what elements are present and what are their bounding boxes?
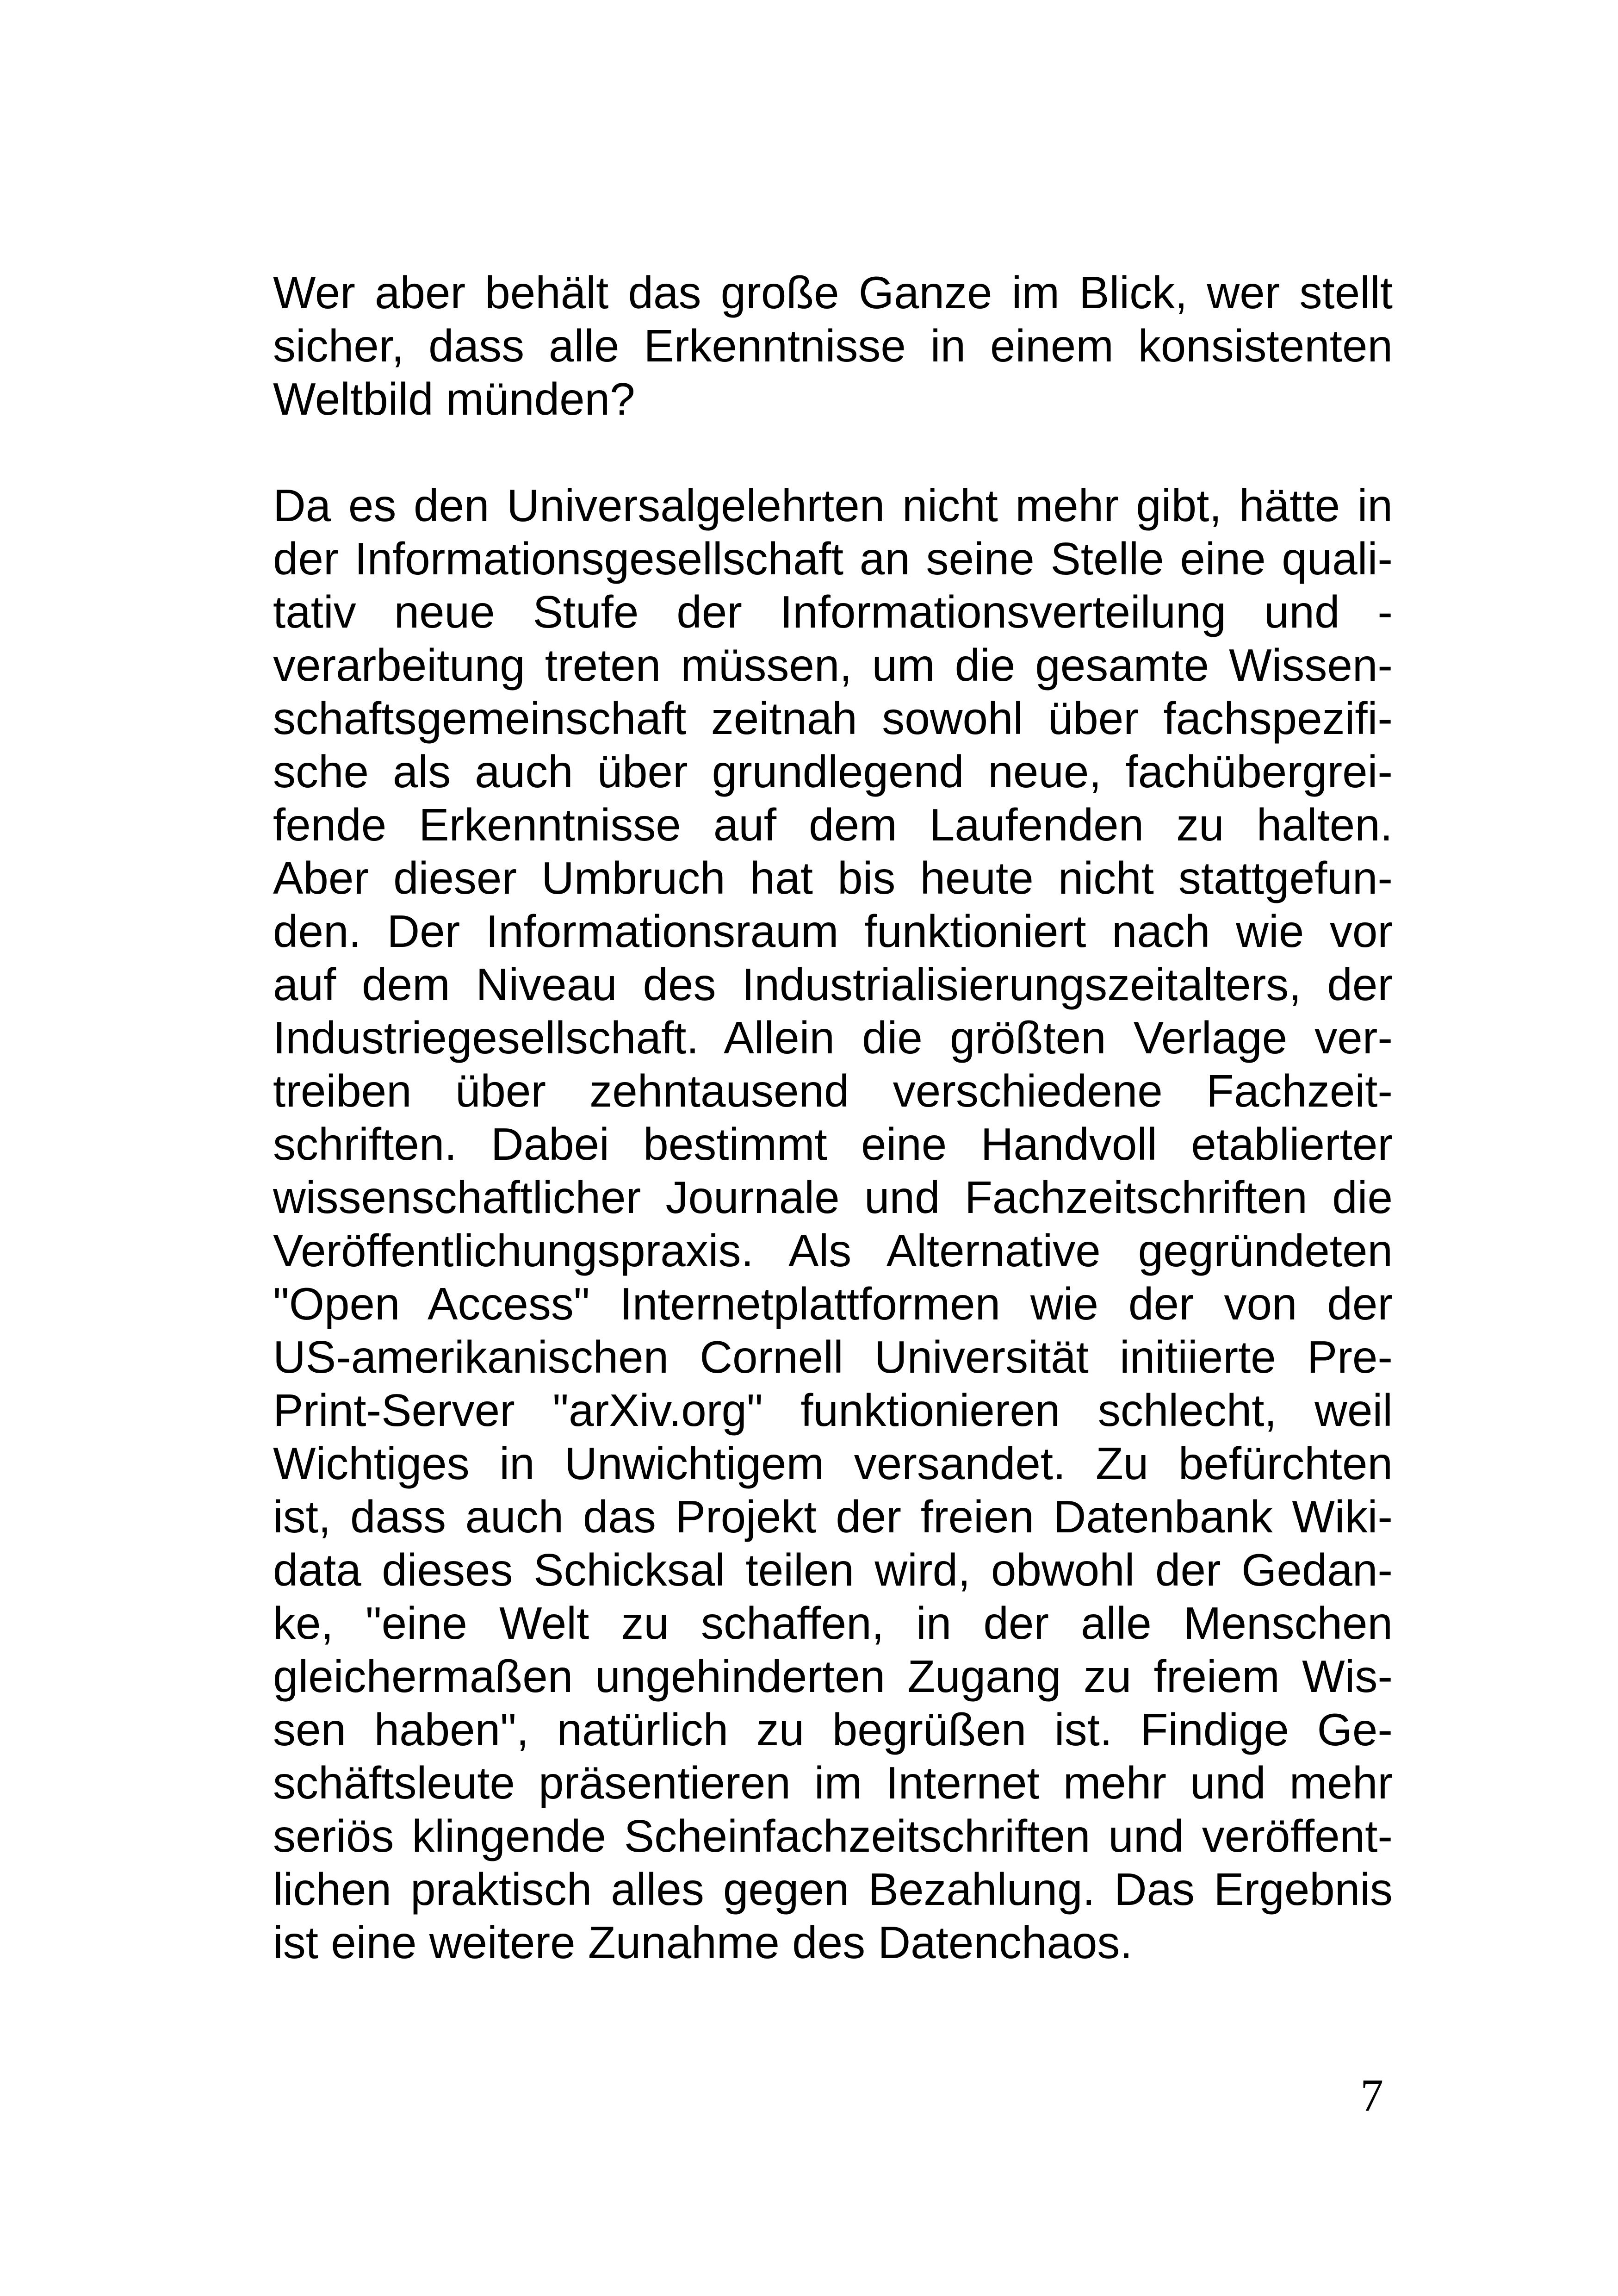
text-line: gleichermaßen ungehinderten Zugang zu freiem Wis-	[273, 1651, 1393, 1702]
text-line: ke, "eine Welt zu schaffen, in der alle Menschen	[273, 1598, 1393, 1649]
text-line: wissenschaftlicher Journale und Fachzeitschriften die	[273, 1172, 1393, 1223]
paragraph-1	[273, 266, 1393, 426]
text-line: Wichtiges in Unwichtigem versandet. Zu befürchten	[273, 1438, 1393, 1489]
text-line: ist, dass auch das Projekt der freien Datenbank Wiki-	[273, 1491, 1393, 1542]
text-line: seriös klingende Scheinfachzeitschriften und veröffent-	[273, 1811, 1393, 1861]
text-line: Wer aber behält das große Ganze im Blick, wer stellt	[273, 267, 1393, 318]
text-line: Veröffentlichungspraxis. Als Alternative gegründeten	[273, 1225, 1393, 1276]
text-line: auf dem Niveau des Industrialisierungszeitalters, der	[273, 959, 1393, 1010]
text-line: Print-Server "arXiv.org" funktionieren schlecht, weil	[273, 1385, 1393, 1436]
page-number: 7	[1360, 2070, 1383, 2121]
text-line: der Informationsgesellschaft an seine Stelle eine quali-	[273, 533, 1393, 584]
text-line: verarbeitung treten müssen, um die gesamte Wissen-	[273, 640, 1393, 691]
text-line: Aber dieser Umbruch hat bis heute nicht stattgefun-	[273, 852, 1393, 903]
text-line: Industriegesellschaft. Allein die größten Verlage ver-	[273, 1012, 1393, 1063]
text-line: tativ neue Stufe der Informationsverteilung und -	[273, 586, 1393, 637]
body-text	[273, 266, 1393, 1969]
text-line: schäftsleute präsentieren im Internet mehr und mehr	[273, 1757, 1393, 1808]
text-line: lichen praktisch alles gegen Bezahlung. Das Ergebnis	[273, 1864, 1393, 1915]
text-line: Da es den Universalgelehrten nicht mehr gibt, hätte in	[273, 480, 1393, 531]
text-line: schriften. Dabei bestimmt eine Handvoll etablierter	[273, 1119, 1393, 1170]
text-line: den. Der Informationsraum funktioniert nach wie vor	[273, 906, 1393, 957]
text-line: US-amerikanischen Cornell Universität initiierte Pre-	[273, 1332, 1393, 1382]
text-line: treiben über zehntausend verschiedene Fachzeit-	[273, 1065, 1393, 1116]
text-line: fende Erkenntnisse auf dem Laufenden zu halten.	[273, 799, 1393, 850]
text-line: sicher, dass alle Erkenntnisse in einem konsistenten	[273, 320, 1393, 371]
text-line: "Open Access" Internetplattformen wie der von der	[273, 1278, 1393, 1329]
paragraph-2	[273, 479, 1393, 1969]
text-line: schaftsgemeinschaft zeitnah sowohl über fachspezifi-	[273, 693, 1393, 744]
text-line: data dieses Schicksal teilen wird, obwohl der Gedan-	[273, 1544, 1393, 1595]
text-line: sche als auch über grundlegend neue, fachübergrei-	[273, 746, 1393, 797]
text-line: Weltbild münden?	[273, 373, 635, 424]
text-line: ist eine weitere Zunahme des Datenchaos.	[273, 1917, 1133, 1968]
text-line: sen haben", natürlich zu begrüßen ist. Findige Ge-	[273, 1704, 1393, 1755]
